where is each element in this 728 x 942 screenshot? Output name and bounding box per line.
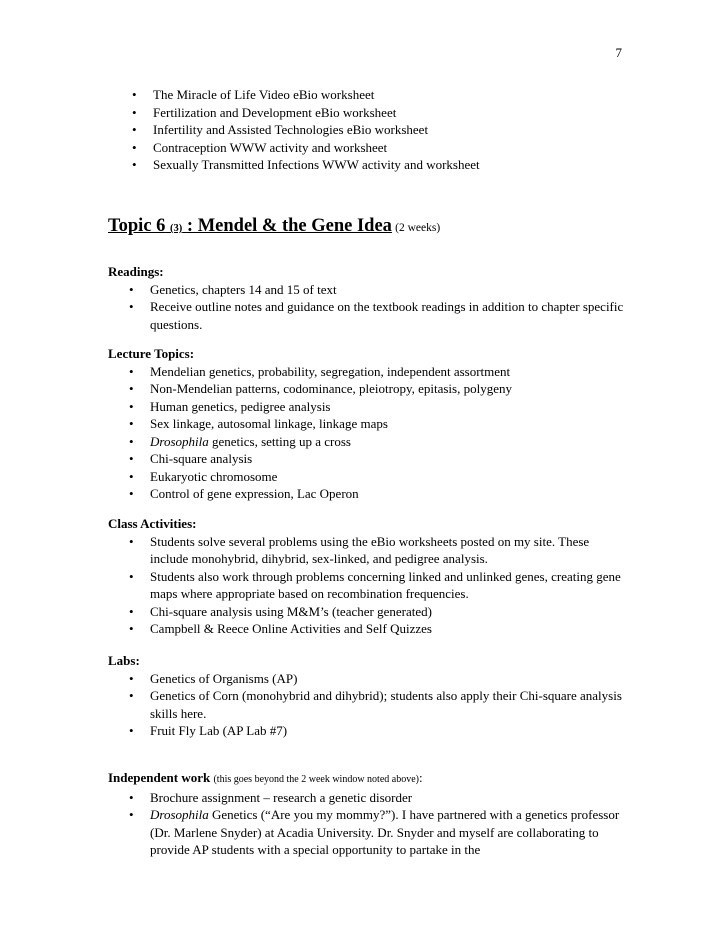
section-heading: Independent work (this goes beyond the 2 week window noted above): <box>108 770 423 785</box>
list-item: • Drosophila Genetics (“Are you my mommy?”). I have partnered with a genetics professor (Dr. Marlene Snyder) at Acadia University. Dr. Snyder and myself are collaborating to provide AP students with a special opportunity to partake in the <box>150 806 628 859</box>
list-item: • Students solve several problems using the eBio worksheets posted on my site. These include monohybrid, dihybrid, sex-linked, and pedigree analysis. <box>150 533 628 568</box>
readings-section <box>108 263 628 333</box>
list-item: • Genetics of Corn (monohybrid and dihybrid); students also apply their Chi-square analysis skills here. <box>150 687 628 722</box>
top-activity-list <box>153 86 673 174</box>
topic-label: Topic 6 <box>108 216 166 236</box>
list-item: • Non-Mendelian patterns, codominance, pleiotropy, epitasis, polygeny <box>150 380 628 398</box>
list-item: • Receive outline notes and guidance on the textbook readings in addition to chapter specific questions. <box>150 298 628 333</box>
list-item: • Chi-square analysis <box>150 450 628 468</box>
list-item: • Campbell & Reece Online Activities and Self Quizzes <box>150 620 628 638</box>
list-item: • Mendelian genetics, probability, segregation, independent assortment <box>150 363 628 381</box>
section-title: Readings: <box>108 264 164 279</box>
list-item: • Brochure assignment – research a genetic disorder <box>150 789 628 807</box>
list-item: • Sexually Transmitted Infections WWW activity and worksheet <box>153 156 673 174</box>
section-title: Independent work <box>108 770 211 785</box>
italic-term: Drosophila <box>150 807 209 822</box>
list-item: • Genetics, chapters 14 and 15 of text <box>150 281 628 299</box>
list-item: • Genetics of Organisms (AP) <box>150 670 628 688</box>
topic-number: (3) <box>170 223 183 234</box>
list-item: • Fertilization and Development eBio worksheet <box>153 104 673 122</box>
section-title: Labs: <box>108 653 140 668</box>
list-item: • Human genetics, pedigree analysis <box>150 398 628 416</box>
topic-duration: (2 weeks) <box>395 222 441 234</box>
list-item: • Control of gene expression, Lac Operon <box>150 485 628 503</box>
section-note: (this goes beyond the 2 week window noted above) <box>213 774 419 785</box>
page-number: 7 <box>615 45 622 60</box>
list-item: • Sex linkage, autosomal linkage, linkage maps <box>150 415 628 433</box>
lecture-topics-section <box>108 345 628 503</box>
section-title: Lecture Topics: <box>108 346 195 361</box>
list-item: • Eukaryotic chromosome <box>150 468 628 486</box>
list-item: • Students also work through problems concerning linked and unlinked genes, creating gene maps where appropriate based on recombination frequencies. <box>150 568 628 603</box>
italic-term: Drosophila <box>150 433 209 449</box>
list-item: • Contraception WWW activity and worksheet <box>153 139 673 157</box>
list-item: • Infertility and Assisted Technologies eBio worksheet <box>153 121 673 139</box>
list-item: • Drosophila genetics, setting up a cross <box>150 433 628 451</box>
list-item: • Fruit Fly Lab (AP Lab #7) <box>150 722 628 740</box>
class-activities-section <box>108 515 628 638</box>
section-title: Class Activities: <box>108 516 197 531</box>
list-item: • The Miracle of Life Video eBio worksheet <box>153 86 673 104</box>
list-item: • Chi-square analysis using M&M’s (teacher generated) <box>150 603 628 621</box>
labs-section <box>108 652 628 740</box>
topic-title: : Mendel & the Gene Idea <box>186 216 392 236</box>
independent-work-section <box>108 769 628 859</box>
topic-heading <box>108 218 440 238</box>
